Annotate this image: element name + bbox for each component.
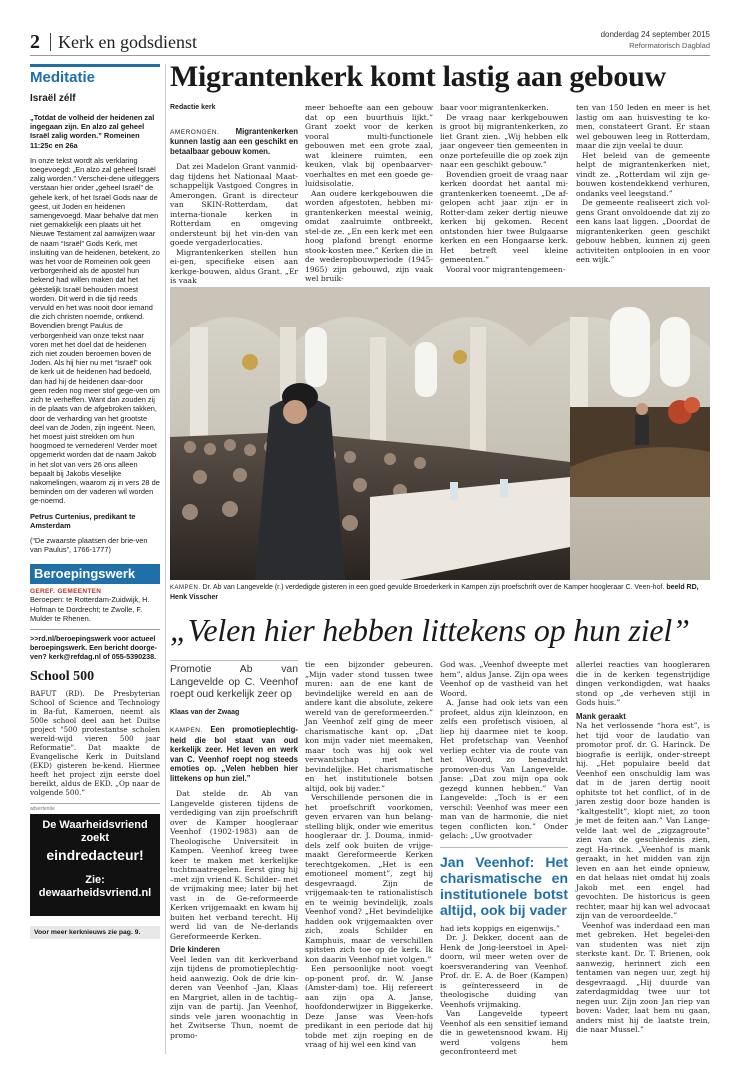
church-photo-image — [170, 287, 710, 580]
article1-paragraph: Migrantenkerken stellen hun ei-gen, specifieke eisen aan kerkge-bouwen, aldus Grant. „Er is vaak — [170, 247, 298, 285]
article2-column-1 — [170, 660, 298, 1040]
article2-subheadline: Promotie Ab van Langevelde op C. Veenhof roept oud kerkelijk zeer op — [170, 660, 298, 702]
article2-paragraph: Dr. J. Dekker, docent aan de Henk de Jong-leerstoel in Apel-doorn, wil meer weten over de koersverandering van Veenhof. Prof. dr. E. A. de Boer (Kampen) is geïnteresseerd in de theologische duiding van Veenhofs vrijmaking. — [440, 933, 568, 1009]
advert-label: advertentie — [30, 803, 160, 812]
article2-paragraph: Een persoonlijke noot voegt op-ponent prof. dr. W. Janse (Amster-dam) toe. Hij refereert aan zijn opa A. Janse, hoofdonderwijzer in Biggekerke. Deze Janse was Veen-hofs predikant in een periode dat hij tobde met zijn roeping en de vraag of hij wel een kind van — [305, 964, 433, 1049]
advert-url[interactable]: dewaarheidsvriend.nl — [38, 886, 152, 899]
advert-line: eindredacteur! — [46, 846, 144, 863]
caption-text: Dr. Ab van Langevelde (r.) verdedigde gisteren in een goed gevulde Broederkerk in Kampen zijn proefschrift over de Kamper hoogleraar C. Veen-hof. — [202, 584, 665, 591]
article2-lead — [170, 725, 298, 783]
page-header — [30, 30, 710, 56]
article2-paragraph: Van Langevelde typeert Veenhof als een sensitief iemand die in gewetensnood kwam. Hij werd volgens hem geconfronteerd met — [440, 1009, 568, 1056]
beroepingswerk-section — [30, 564, 160, 661]
article1-paragraph: Aan oudere kerkgebouwen die worden afgestoten, hebben mi-grantenkerken meestal weinig, omdat zaalruimte ontbreekt, stel-de ze. „En een kerk met een hoog plafond brengt enorme stook-kosten mee.” Kerken die in de wederopbouwperiode (1945-1965) zijn gebouwd, zijn vaak wel bruik- — [305, 188, 433, 283]
meditatie-kicker: Meditatie — [30, 64, 160, 87]
article1-dateline: AMERONGEN. — [170, 128, 220, 136]
newspaper-name: Reformatorisch Dagblad — [629, 41, 710, 50]
advertisement[interactable] — [30, 814, 160, 916]
article2-intertitle: Drie kinderen — [170, 945, 220, 955]
beroepingswerk-note: >>rd.nl/beroepingswerk voor actueel beroepingswerk. Een bericht doorge-ven? kerk@refdag.nl of 055-5390238. — [30, 629, 160, 661]
article1-column-4 — [576, 103, 710, 265]
article1-paragraph: Dat zei Madelon Grant vanmid-dag tijdens het Nationaal Maat-schappelijk Vastgoed Congres in Amerongen. Grant is directeur van SKIN-Rotterdam, dat interna-tionale kerken in Rotterdam en omgeving ondersteunt bij het vin-den van goede vergaderlocaties. — [170, 162, 298, 247]
column-separator — [165, 64, 166, 1054]
church-photo — [170, 287, 710, 580]
article2-column-3 — [440, 660, 568, 1057]
caption-credit: beeld RD, Henk Visscher — [170, 584, 699, 601]
meditatie-title: Israël zélf — [30, 93, 76, 104]
school500-body: BAFUT (RD). De Presbyterian School of Science and Technology in Ba-fut, Kameroen, neemt als 500e school deel aan het Duitse project "500 protestantse scholen wereld-wijd vieren 500 jaar Reformatie". Dat maakte de Evangelische Kerk in Duitsland (EKD) gisteren be-kend. Hiermee heeft het project zijn eerste doel bereikt, aldus de EKD. „Op naar de volgende 500.” — [30, 688, 160, 797]
caption-dateline: KAMPEN. — [170, 585, 201, 591]
article1-lead — [170, 127, 298, 157]
article1-column-2 — [305, 103, 433, 284]
page-number: 2 — [30, 31, 40, 53]
article2-author: Klaas van der Zwaag — [170, 708, 240, 716]
meditatie-quote: „Totdat de volheid der heidenen zal ingegaan zijn. En alzo zal geheel Israël zalig worden.” Romeinen 11:25c en 26a — [30, 113, 155, 150]
article1-column-3 — [440, 103, 568, 274]
beroepingswerk-text: Beroepen: te Rotterdam-Zuidwijk, H. Hofman te Dordrecht; te Zwolle, F. Mulder te Rhenen. — [30, 595, 150, 623]
article1-paragraph: Bovendien groeit de vraag naar kerken doordat het aantal mi-grantenkerken toeneemt. „De af-gelopen acht jaar zijn er in Rotter-dam zeker dertig nieuwe kerken bij gekomen. Recent ontstonden hier twee Bulgaarse kerken en een Hongaarse kerk. Het betreft veel kleine gemeenten.” — [440, 169, 568, 264]
article2-column-4 — [576, 660, 710, 1035]
beroepingswerk-label: GEREF. GEMEENTEN — [30, 588, 102, 596]
article2-paragraph: Veenhof was inderdaad een man met gebreken. Het begelei-den van studenten was niet zijn sterkste kant. Dr. T. Brienen, ook aanwezig, herinnert zich een tentamen van negen uur, zegt hij desgevraagd. „Hij duurde van zaterdagmiddag twee uur tot negen uur. Zijn zoon Jan riep van boven: Vader, laat hem nu gaan, anders mist hij de laatste trein, die naar Mussel.” — [576, 920, 710, 1034]
article1-headline: Migrantenkerk komt lastig aan gebouw — [170, 60, 666, 93]
article1-paragraph: De vraag naar kerkgebouwen is groot bij migrantenkerken, zo liet Grant zien. „Wij hebben elk jaar ongeveer tien gemeenten in onze portefeuille die op zoek zijn naar een geschikt gebouw.” — [440, 112, 568, 169]
publication-date: donderdag 24 september 2015 — [600, 30, 710, 39]
article1-column-1 — [170, 103, 298, 286]
article1-byline: Redactie kerk — [170, 104, 216, 111]
article1-lead-text: Migrantenkerken kunnen lastig aan een geschikt en betaalbaar gebouw komen. — [170, 126, 298, 156]
article2-lead-text: Een promotieplechtig-heid die bol staat van oud kerkelijk zeer. Het leven en werk van C. Veenhof roept nog steeds emoties op. „Velen hebben hier littekens op hun ziel.” — [170, 725, 298, 783]
article2-headline: „Velen hier hebben littekens op hun ziel” — [170, 612, 690, 648]
meditatie-source: (“De zwaarste plaatsen der brie-ven van Paulus”, 1766-1777) — [30, 535, 148, 555]
article1-paragraph: De gemeente realiseert zich vol-gens Grant onvoldoende dat zij zo een kans laat liggen. „Doordat de migrantenkerken geen geschikt gebouw hebben, kunnen zij geen activiteiten ontplooien in en voor een wijk.” — [576, 198, 710, 264]
advert-line: De Waarheidsvriend — [42, 818, 148, 831]
article2-pull-quote: Jan Veenhof: Het charismatische en institutionele botst altijd, ook bij vader — [440, 847, 568, 918]
article2-paragraph: Veel leden van dit kerkverband zijn tijdens de promotieplechtig-heid aanwezig. Ook de drie kin-deren van Veenhof –Jan, Klaas en Margriet, allen in de tachtig– zijn van de partij. Jan Veenhof, sinds vele jaren woonachtig in het Zwitserse Thun, noemt de promo- — [170, 954, 298, 1040]
article2-column-2 — [305, 660, 433, 1050]
beroepingswerk-kicker: Beroepingswerk — [30, 564, 160, 584]
school500-title: School 500 — [30, 668, 95, 684]
left-column — [30, 64, 160, 1054]
advert-line: Zie: — [85, 873, 105, 886]
article2-paragraph: Na het verlossende “hora est”, is het tijd voor de laudatio van promotor prof. dr. G. Harinck. De biografie is eerlijk, onder-streept hij. „Het populaire beeld dat Veenhof een onschuldig lam was dat in de jaren dertig nooit ophitste tot het conflict, of in de jaren zestig door boze handen is “kaltgestellt”, klopt niet, zo toon je met de feiten aan.” Van Lange-velde laat wel de „zigzagroute” zien van de geschiedenis zien, zegt Ha-rinck. „Veenhof is mank geraakt, in het midden van zijn leven en aan het einde opnieuw, en dat helaas niet omdat hij zoals Jakob met een engel had gevochten. De historicus is geen rechter, maar hij kan wel advocaat zijn van de veroordeelde.” — [576, 721, 710, 920]
article2-paragraph: A. Janse had ook iets van een profeet, aldus zijn kleinzoon, en zelfs een profetisch visioen, al liep hij daarmee niet te koop. Het profetschap van Veenhof verliep echter via de route van het Woord, zo benadrukt promoven-dus Van Langevelde. Janse: „Dat zou mijn opa ook gezegd kunnen hebben.” Van Langevelde: „Toch is er een verschil: Veenhof was meer een man van de harmonie, die niet tegen conflicten kon.” Onder gelach: „Uw grootvader — [440, 698, 568, 840]
article2-paragraph: Verschillende personen die in het proefschrift voorkomen, geven ervaren van hun belang-stelling blijk, onder wie emeritus hoogleraar dr. J. Douma, inmid-dels zelf ook buiten de vrijge-maakt Gereformeerde Kerken terechtgekomen. „Het is een emotioneel moment”, zegt hij desgevraagd. Zijn de vrijgemaak-ten te rationalistisch en te weinig bevindelijk, zoals Veenhof vond? „Het bevindelijke hadden ook vrijgemaakten over zich, zoals Schilder en Kamphuis, maar de verschillen spitsten zich toe op de kerk. Ik kon daarin Veenhof niet volgen.” — [305, 793, 433, 964]
article2-paragraph: had iets koppigs en eigenwijs.” — [440, 923, 560, 933]
article1-paragraph: Het beleid van de gemeente helpt de migrantenkerken niet, vindt ze. „Rotterdam wil zijn ge-bouwen kostendekkend verhuren, ondanks veel leegstand.” — [576, 150, 710, 198]
section-divider — [50, 33, 51, 51]
article2-paragraph: God was. „Veenhof dweepte met hem”, aldus Janse. Zijn opa wees Veenhof op de vastheid van het Woord. — [440, 660, 568, 698]
article1-paragraph: ten van 150 leden en meer is het lastig om aan huisvesting te ko-men, constateert Grant. Er staan wel gebouwen leeg in Rotterdam, maar die zijn veelal te duur. — [576, 103, 710, 150]
photo-caption — [170, 583, 710, 602]
article2-paragraph: Dat stelde dr. Ab van Langevelde gisteren tijdens de verdediging van zijn proefschrift over de Kamper hoogleraar Veenhof (1902-1983) aan de Theologische Universiteit in Kampen. Veenhof kreeg twee keer te maken met kerkelijke tuchtmaatregelen. Eerst ging hij –met zijn vriend K. Schilder– met de vrijmaking mee; later bij het vast in de Ge-reformeerde Kerken vrijgemaakt en kwam hij buiten het verband terecht. Hij werd lid van de Ne-derlands Gereformeerde Kerken. — [170, 789, 298, 941]
article1-paragraph: baar voor migrantenkerken. — [440, 103, 549, 112]
article2-paragraph: tie een bijzonder gebeuren. „Mijn vader stond tussen twee muren: aan de ene kant de bevindelijke wereld en aan de andere kant die absolute, zekere wereld van de gereformeerden.” Jan Veenhof zelf ging de meer charismatische kant op. „Dat kon mijn vader niet meemaken, maar toch was hij ook wel verwantschap met het bevindelijke. Het charismatische en het institutionele botsen altijd, ook bij vader.” — [305, 660, 433, 793]
article1-paragraph: meer behoefte aan een gebouw dat op een buurthuis lijkt.” Grant zoekt voor de kerken vooral multi-functionele gebouwen met een grote zaal, wat kleinere ruimten, een keuken, vlak bij openbaarver-voerhaltes en met een goede ge-luidsisolatie. — [305, 103, 433, 188]
advert-line: zoekt — [80, 831, 110, 844]
article2-paragraph: allerlei reacties van hoogleraren die in de kerken tegenstrijdige dingen verkondigden, wat haaks stond op „de verheven stijl in Gods huis.” — [576, 660, 710, 707]
meditatie-author: Petrus Curtenius, predikant te Amsterdam — [30, 511, 136, 530]
section-title: Kerk en godsdienst — [58, 32, 197, 52]
article1-paragraph: Vooral voor migrantengemeen- — [446, 264, 566, 274]
article2-dateline: KAMPEN. — [170, 727, 203, 735]
more-news-note: Voor meer kerknieuws zie pag. 9. — [30, 926, 160, 939]
meditatie-body: In onze tekst wordt als verklaring toegevoegd: „En alzo zal geheel Israël zalig worden.” Verschei-dene uitleggers verstaan hier onder „geheel Israël” de gehele kerk, of het Israël Gods naar de geest, uit Joden en heidenen samengevoegd. Maar behalve dat men niet gemakkelijk een plaats uit het Nieuwe Testament zal aanwijzen waar de naam “Israël” Gods Kerk, met insluiting van de heidenen, betekent, zo was het voor de Romeinen ook geen verborgenheid als de apostel hun bekend had willen maken dat het géëstelijk Israël behouden moest worden. Dit werd in die tijd reeds vervuld en het was nooit door iemand die zich christen noemde, ontkend. Bovendien brengt Paulus de verborgenheid van onze tekst naar voren met het doel dat de heidenen zich niet zouden beroemen boven de Joden. Als hij hier nu met “Israël” ook de kerk uit de heidenen had bedoeld, dan had hij de heidenen daar-door geen reden nog meer stof gege-ven om zich te verheffen. Want dan zouden zij in de plaats van de afgebroken takken, door de verharding van het grootste deel van de Joden, zijn ingeënt. Neen, het moest juist strekken om hun hoogmoed te vernederen! Verder moet opgemerkt worden dat de naam Jakob in het slot van vers 26 ons alleen bepaalt bij Jakobs vleselijke nakomelingen, waarom zij in vers 28 de beminden om der vaderen wil worden ge-noemd. — [30, 155, 160, 506]
article2-intertitle: Mank geraakt — [576, 711, 626, 721]
